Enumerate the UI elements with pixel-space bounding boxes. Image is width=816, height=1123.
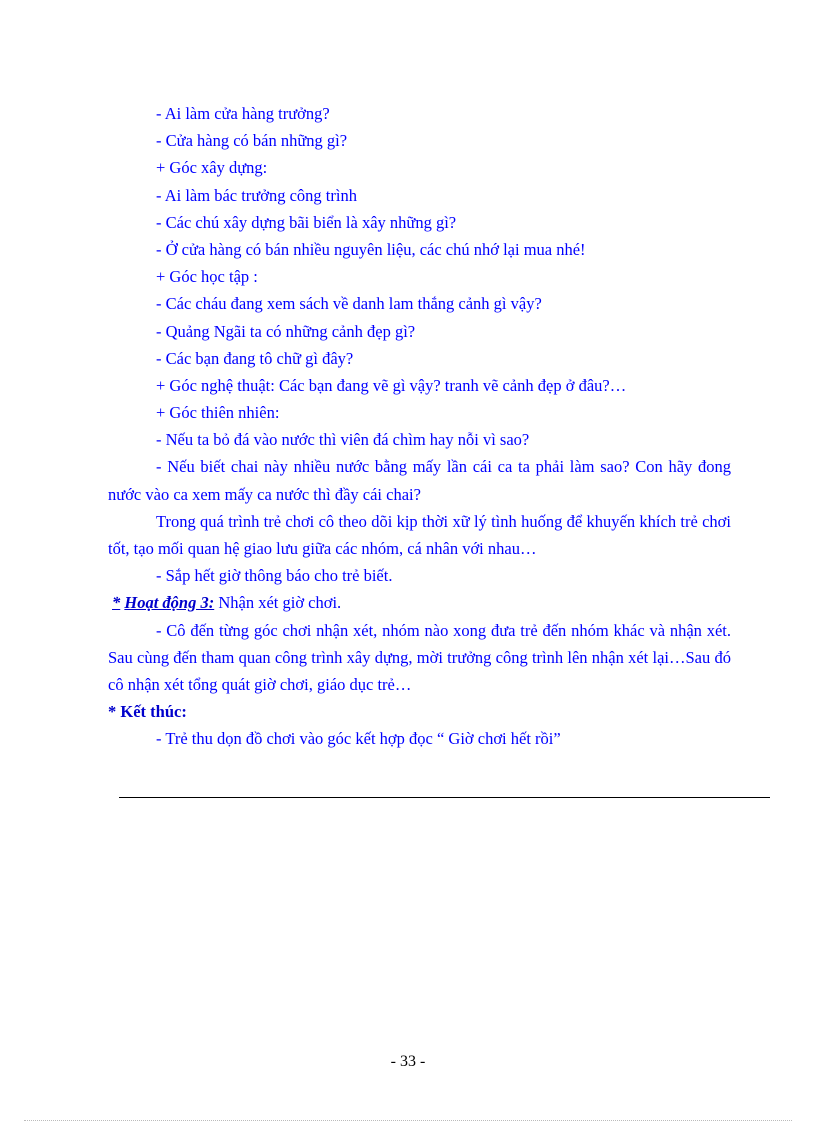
- text-line: - Các cháu đang xem sách về danh lam thắng cảnh gì vậy?: [156, 294, 542, 314]
- paragraph-review: - Cô đến từng góc chơi nhận xét, nhóm nào xong đưa trẻ đến nhóm khác và nhận xét. Sau cùng đến tham quan công trình xây dựng, mời trưởng công trình lên nhận xét lại…Sau đó cô nhận xét tổng quát giờ chơi, giáo dục trẻ…: [108, 620, 731, 695]
- text-line: + Góc xây dựng:: [156, 158, 268, 178]
- text-line: - Ai làm cửa hàng trưởng?: [156, 104, 330, 123]
- text-line: - Các chú xây dựng bãi biển là xây những gì?: [156, 212, 457, 232]
- text-line-time: - Sắp hết giờ thông báo cho trẻ biết.: [156, 566, 393, 586]
- activity-3-text: Nhận xét giờ chơi.: [218, 593, 342, 613]
- text-line: - Cửa hàng có bán những gì?: [156, 131, 348, 151]
- activity-3-title: Hoạt động 3:: [124, 593, 215, 613]
- text-line: - Ai làm bác trưởng công trình: [156, 185, 357, 205]
- paragraph-bottle: - Nếu biết chai này nhiều nước bằng mấy lần cái ca ta phải làm sao? Con hãy đong nước vào ca xem mấy ca nước thì đầy cái chai?: [108, 457, 731, 504]
- text-line: + Góc nghệ thuật: Các bạn đang vẽ gì vậy? tranh vẽ cảnh đẹp ở đâu?…: [156, 375, 627, 395]
- page-number: - 33 -: [390, 1053, 426, 1070]
- activity-3-star: *: [112, 593, 121, 613]
- page-content: [108, 100, 731, 753]
- page-bottom-border: [24, 1120, 792, 1121]
- end-heading: * Kết thúc:: [108, 702, 187, 722]
- text-line-end: - Trẻ thu dọn đồ chơi vào góc kết hợp đọc “ Giờ chơi hết rồi”: [156, 729, 561, 749]
- text-line: - Nếu ta bỏ đá vào nước thì viên đá chìm hay nỗi vì sao?: [156, 430, 530, 450]
- activity-3-heading: [108, 589, 731, 616]
- text-line: - Quảng Ngãi ta có những cảnh đẹp gì?: [156, 321, 416, 341]
- text-line: - Các bạn đang tô chữ gì đây?: [156, 348, 354, 368]
- paragraph-process: Trong quá trình trẻ chơi cô theo dõi kịp thời xữ lý tình huống để khuyến khích trẻ chơi tốt, tạo mối quan hệ giao lưu giữa các nhóm, cá nhân với nhau…: [108, 511, 731, 559]
- horizontal-rule: [119, 797, 770, 798]
- text-line: - Ở cửa hàng có bán nhiều nguyên liệu, các chú nhớ lại mua nhé!: [156, 239, 586, 259]
- text-line: + Góc học tập :: [156, 267, 258, 287]
- text-line: + Góc thiên nhiên:: [156, 403, 280, 423]
